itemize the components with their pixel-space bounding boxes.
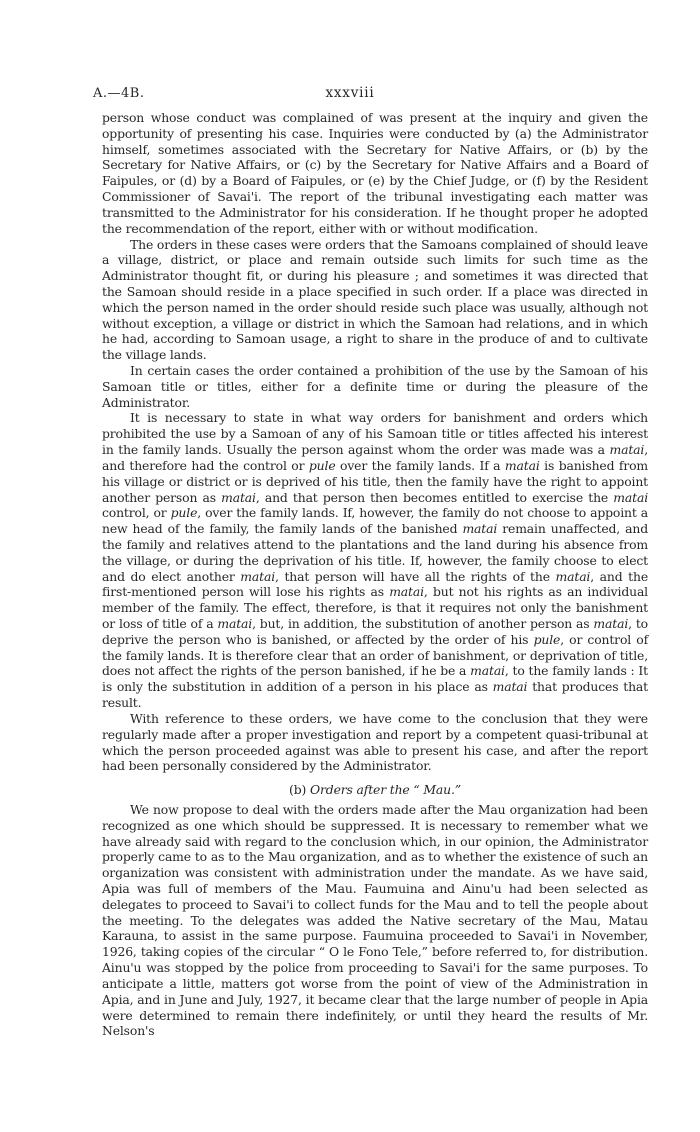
para-3 [102, 363, 648, 410]
text-run: , to the family lands : It is only the substitution in addition of a person in his place as [102, 663, 648, 695]
text-run: , over the family lands. If, however, the family do not choose to appoint a new head of the family, the family lands of the banished [102, 505, 648, 537]
italic-term: matai [389, 584, 424, 600]
text-run: that produces that result. [102, 679, 648, 711]
italic-term: matai [217, 616, 253, 631]
italic-term: matai [555, 568, 591, 584]
italic-term: Orders after the “ Mau.” [310, 782, 461, 798]
text-run: We now propose to deal with the orders made after the Mau organization had been recognized as one which should be suppressed. It is necessary to remember what we have already said with regard to the conclusion which, in our opinion, the Administrator properly came to as to the Mau organization, and as to whether the existence of such an organization was consistent with administration under the mandate. As we have said, Apia was full of members of the Mau. Faumuina and Ainu'u had been selected as delegates to proceed to Savai'i to collect funds for the Mau and to tell the people about the meeting. To the delegates was added the Native secretary of the Mau, Matau Karauna, to assist in the same purpose. Faumuina proceeded to Savai'i in November, 1926, taking copies of the circular “ O le Fono Tele,” before referred to, for distribution. Ainu'u was stopped by the police from proceeding to Savai'i for the same purposes. To anticipate a little, matters got worse from the point of view of the Administration in Apia, and in June and July, 1927, it became clear that the large number of people in Apia were determined to remain there indefinitely, or until they heard the results of Mr. Nelson's [102, 801, 648, 1039]
section-heading [102, 782, 648, 798]
page-number: xxxviii [325, 85, 375, 101]
italic-term: matai [613, 489, 649, 505]
para-5 [102, 711, 648, 774]
document-reference: A.—4B. [93, 86, 145, 101]
italic-term: matai [470, 663, 505, 679]
body-text [102, 110, 648, 1039]
text-run: , but not his rights as an individual member of the family. The effect, therefore, is that it requires not only the banishment or loss of title of a [102, 584, 648, 631]
text-run: It is necessary to state in what way orders for banishment and orders which prohibited the use by a Samoan of any of his Samoan title or titles affected his interest in the family lands. Usually the person against whom the order was made was a [102, 410, 648, 458]
text-run: , but, in addition, the substitution of another person as [252, 616, 594, 631]
text-run: The orders in these cases were orders that the Samoans complained of should leave a village, district, or place and remain outside such limits for such time as the Administrator thought fit, or during his pleasure ; and sometimes it was directed that the Samoan should reside in a place specified in such order. If a place was directed in which the person named in the order should reside such place was usually, although not without exception, a village or district in which the Samoan had relations, and in which he had, according to Samoan usage, a right to share in the produce of and to cultivate the village lands. [102, 236, 648, 363]
text-run: , and that person then becomes entitled to exercise the [255, 489, 614, 505]
para-2 [102, 237, 648, 364]
italic-term: pule [308, 457, 336, 473]
text-run: , and the first-mentioned person will lose his rights as [102, 568, 649, 600]
italic-term: pule [533, 631, 561, 647]
text-run: over the family lands. If a [335, 457, 505, 473]
text-run: person whose conduct was complained of was present at the inquiry and given the opportunity of presenting his case. Inquiries were conducted by (a) the Administrator himself, sometimes associated with the Secretary for Native Affairs, or (b) by the Secretary for Native Affairs, or (c) by the Secretary for Native Affairs and a Board of Faipules, or (d) by a Board of Faipules, or (e) by the Chief Judge, or (f) by the Resident Commissioner of Savai'i. The report of the tribunal investigating each matter was transmitted to the Administrator for his consideration. If he thought proper he adopted the recommendation of the report, either with or without modification. [102, 110, 648, 236]
text-run: , and therefore had the control or [102, 442, 648, 473]
italic-term: pule [170, 505, 198, 521]
para-4 [102, 410, 648, 710]
text-run: , that person will have all the rights of the [275, 568, 556, 584]
italic-term: matai [462, 521, 498, 537]
text-run: remain unaffected, and the family and relatives attend to the plantations and the land during his absence from the village, or during the deprivation of his title. If, however, the family choose to elect and do elect another [102, 521, 648, 584]
italic-term: matai [593, 616, 629, 631]
text-run: , or control of the family lands. It is therefore clear that an order of banishment, or deprivation of title, does not affect the rights of the person banished, if he be a [102, 631, 649, 679]
italic-term: matai [240, 568, 276, 584]
text-run: With reference to these orders, we have come to the conclusion that they were regularly made after a proper investigation and report by a competent quasi-tribunal at which the person proceeded against was able to present his case, and after the report had been personally considered by the Administrator. [102, 710, 648, 774]
text-run: , to deprive the person who is banished, or affected by the order of his [102, 616, 648, 647]
italic-term: matai [492, 679, 528, 695]
italic-term: matai [504, 457, 540, 473]
italic-term: matai [221, 489, 256, 505]
text-run: is banished from his village or district or is deprived of his title, then the family have the right to appoint another person as [102, 457, 648, 505]
text-run: In certain cases the order contained a prohibition of the use by the Samoan of his Samoan title or titles, either for a definite time or during the pleasure of the Administrator. [102, 363, 648, 410]
para-6 [102, 802, 648, 1039]
italic-term: matai [609, 442, 645, 458]
text-run: control, or [102, 505, 171, 521]
text-run: (b) [289, 782, 310, 798]
para-1 [102, 110, 648, 237]
